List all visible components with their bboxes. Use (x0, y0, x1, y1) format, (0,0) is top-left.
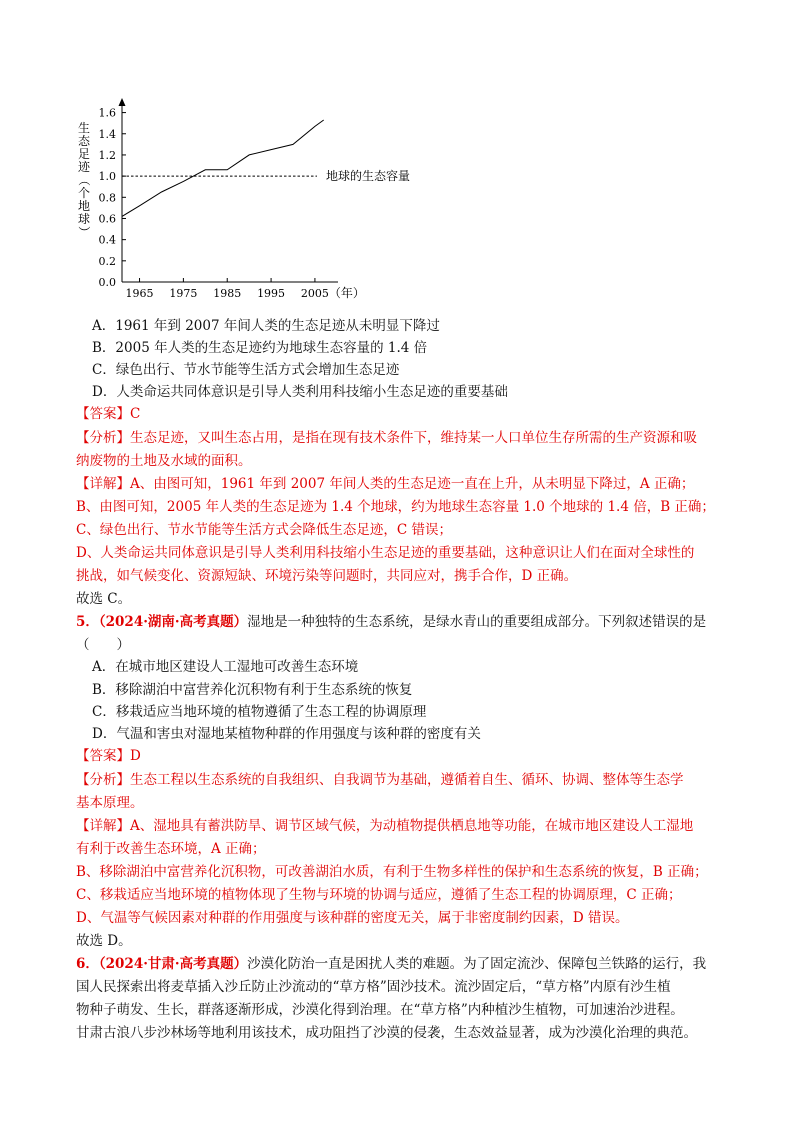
q4-analysis-line-1: 【分析】生态足迹，又叫生态占用，是指在现有技术条件下，维持某一人口单位生存所需的生产资源和吸 (76, 430, 697, 446)
y-axis-label-char: （ (77, 173, 91, 187)
x-tick-label: 1975 (169, 287, 198, 300)
q4-option-d: D．人类命运共同体意识是引导人类利用科技缩小生态足迹的重要基础 (92, 384, 508, 400)
y-axis-label-char: 地 (77, 199, 91, 213)
y-tick-label: 0.8 (98, 191, 116, 205)
q6-stem-line-4: 甘肃古浪八步沙林场等地利用该技术，成功阻挡了沙漠的侵袭，生态效益显著，成为沙漠化治理的典范。 (76, 1025, 697, 1041)
series-line-footprint (122, 120, 324, 216)
y-axis-label-char: ） (77, 225, 91, 239)
x-tick-label: 1995 (257, 287, 286, 300)
q4-detail-line-5: 挑战，如气候变化、资源短缺、环境污染等问题时，共同应对，携手合作，D 正确。 (76, 568, 578, 584)
y-axis-label-char: 迹 (77, 160, 91, 174)
q5-option-b: B．移除湖泊中富营养化沉积物有利于生态系统的恢复 (92, 682, 413, 698)
q5-choose: 故选 D。 (76, 933, 132, 949)
q4-analysis-line-2: 纳废物的土地及水域的面积。 (76, 453, 252, 469)
q5-detail-line-4: C、移栽适应当地环境的植物体现了生物与环境的协调与适应，遵循了生态工程的协调原理，C 正确； (76, 887, 682, 903)
q5-answer: 【答案】D (76, 748, 141, 764)
q4-detail-line-1: 【详解】A、由图可知，1961 年到 2007 年间人类的生态足迹一直在上升，从未明显下降过，A 正确； (76, 476, 695, 492)
q6-stem-line-2: 国人民探索出将麦草插入沙丘防止沙流动的“草方格”固沙技术。流沙固定后，“草方格”内原有沙生植 (76, 979, 671, 995)
x-tick-label: 1985 (213, 287, 242, 300)
y-tick-label: 0.0 (98, 276, 116, 289)
x-tick-label: 1965 (125, 287, 154, 300)
q5-detail-line-3: B、移除湖泊中富营养化沉积物，可改善湖泊水质，有利于生物多样性的保护和生态系统的恢复，B 正确； (76, 864, 708, 880)
q5-number: 5．（2024·湖南·高考真题） (76, 614, 248, 630)
q5-detail-line-5: D、气温等气候因素对种群的作用强度与该种群的密度无关，属于非密度制约因素，D 错误。 (76, 910, 629, 926)
q4-option-a: A．1961 年到 2007 年间人类的生态足迹从未明显下降过 (92, 318, 440, 334)
q5-detail-line-1: 【详解】A、湿地具有蓄洪防旱、调节区域气候，为动植物提供栖息地等功能，在城市地区建设人工湿地 (76, 818, 694, 834)
q5-option-a: A．在城市地区建设人工湿地可改善生态环境 (92, 659, 359, 675)
q6-stem-line-1 (76, 953, 706, 975)
ecological-capacity-label: 地球的生态容量 (326, 169, 411, 184)
ecological-footprint-chart (70, 92, 470, 312)
q5-stem-line-2: （ ） (76, 637, 130, 653)
y-axis-label-char: 足 (77, 147, 91, 161)
q5-stem-text: 湿地是一种独特的生态系统，是绿水青山的重要组成部分。下列叙述错误的是 (247, 614, 707, 630)
y-tick-label: 1.6 (98, 106, 116, 120)
q6-stem-text: 沙漠化防治一直是困扰人类的难题。为了固定流沙、保障包兰铁路的运行，我 (247, 956, 707, 972)
y-tick-label: 0.2 (98, 254, 116, 268)
y-tick-label: 0.4 (98, 233, 116, 247)
x-axis-unit-label: （年） (328, 286, 365, 300)
y-axis-label-char: 生 (77, 121, 91, 135)
y-axis-label-char: 态 (77, 134, 91, 148)
y-axis-label-char: 球 (77, 212, 91, 226)
x-tick-label: 2005 (300, 287, 329, 300)
q5-stem-line-1 (76, 611, 706, 633)
q4-option-c: C．绿色出行、节水节能等生活方式会增加生态足迹 (92, 362, 400, 378)
q5-option-d: D．气温和害虫对湿地某植物种群的作用强度与该种群的密度有关 (92, 726, 481, 742)
q4-detail-line-4: D、人类命运共同体意识是引导人类利用科技缩小生态足迹的重要基础，这种意识让人们在面对全球性的 (76, 545, 695, 561)
y-axis-arrow (119, 98, 126, 106)
y-tick-label: 1.2 (98, 148, 116, 162)
y-axis-label-char: 个 (77, 186, 91, 200)
q6-number: 6．（2024·甘肃·高考真题） (76, 956, 248, 972)
q5-detail-line-2: 有利于改善生态环境，A 正确； (76, 841, 266, 857)
q4-choose: 故选 C。 (76, 591, 132, 607)
q5-option-c: C．移栽适应当地环境的植物遵循了生态工程的协调原理 (92, 704, 427, 720)
q4-detail-line-3: C、绿色出行、节水节能等生活方式会降低生态足迹，C 错误； (76, 522, 452, 538)
q4-answer: 【答案】C (76, 406, 141, 422)
y-tick-label: 1.4 (98, 127, 116, 141)
q6-stem-line-3: 物种子萌发、生长，群落逐渐形成，沙漠化得到治理。在“草方格”内种植沙生植物，可加速治沙进程。 (76, 1002, 684, 1018)
q5-analysis-line-2: 基本原理。 (76, 795, 144, 811)
y-tick-label: 1.0 (98, 170, 116, 184)
y-axis-label (77, 120, 91, 238)
q5-analysis-line-1: 【分析】生态工程以生态系统的自我组织、自我调节为基础，遵循着自生、循环、协调、整体等生态学 (76, 772, 684, 788)
y-tick-label: 0.6 (98, 212, 116, 226)
q4-option-b: B．2005 年人类的生态足迹约为地球生态容量的 1.4 倍 (92, 340, 428, 356)
q4-detail-line-2: B、由图可知，2005 年人类的生态足迹为 1.4 个地球，约为地球生态容量 1.0 个地球的 1.4 倍，B 正确； (76, 499, 715, 515)
